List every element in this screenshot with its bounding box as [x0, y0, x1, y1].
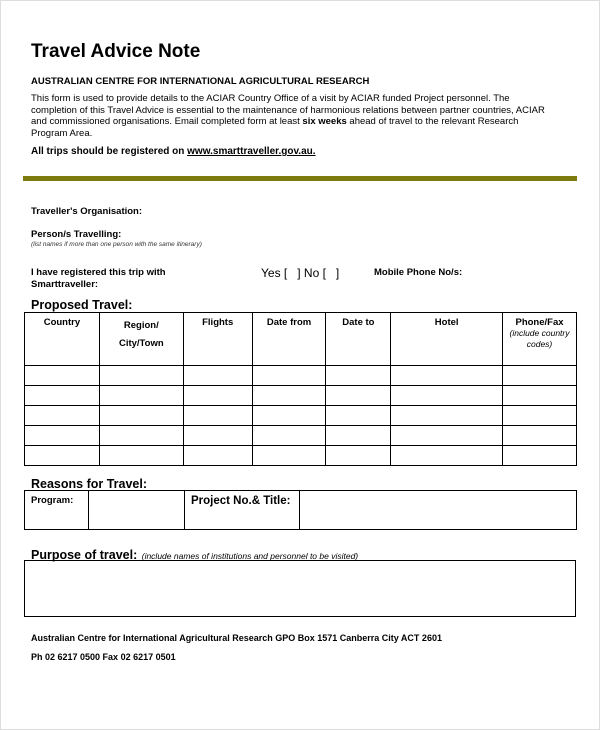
mobile-label: Mobile Phone No/s:	[374, 267, 463, 278]
table-row	[25, 386, 577, 406]
cell[interactable]	[326, 406, 391, 426]
col-country: Country	[25, 313, 100, 366]
divider	[23, 176, 577, 181]
yes-no-checkbox[interactable]: Yes [ ] No [ ]	[261, 266, 340, 280]
cell[interactable]	[503, 406, 577, 426]
cell[interactable]	[25, 386, 100, 406]
cell[interactable]	[326, 366, 391, 386]
registered-label: I have registered this trip with Smarttraveller:	[31, 267, 166, 290]
persons-note: (list names if more than one person with the same itinerary)	[31, 241, 202, 248]
cell[interactable]	[252, 446, 326, 466]
col-region: Region/ City/Town	[99, 313, 183, 366]
cell[interactable]	[99, 366, 183, 386]
organisation-label: Traveller's Organisation:	[31, 206, 143, 217]
register-note	[31, 146, 316, 157]
proposed-travel-table	[24, 312, 577, 466]
reasons-heading: Reasons for Travel:	[31, 477, 148, 491]
register-text: All trips should be registered on	[31, 146, 188, 157]
table-row	[25, 366, 577, 386]
intro-part2: ahead of travel to the relevant Research Program Area.	[31, 116, 519, 139]
cell[interactable]	[252, 366, 326, 386]
cell[interactable]	[25, 406, 100, 426]
cell[interactable]	[183, 446, 252, 466]
cell[interactable]	[391, 406, 503, 426]
col-flights: Flights	[183, 313, 252, 366]
footer-address: Australian Centre for International Agricultural Research GPO Box 1571 Canberra City ACT 2601	[31, 633, 442, 643]
cell[interactable]	[391, 366, 503, 386]
cell[interactable]	[252, 386, 326, 406]
cell[interactable]	[183, 426, 252, 446]
smarttraveller-link[interactable]: www.smarttraveller.gov.au.	[187, 146, 316, 157]
cell[interactable]	[99, 386, 183, 406]
cell[interactable]	[326, 446, 391, 466]
cell[interactable]	[183, 406, 252, 426]
cell[interactable]	[391, 446, 503, 466]
cell[interactable]	[25, 366, 100, 386]
cell[interactable]	[183, 386, 252, 406]
table-row	[25, 406, 577, 426]
intro-text	[31, 93, 551, 139]
cell[interactable]	[326, 426, 391, 446]
cell[interactable]	[503, 386, 577, 406]
cell[interactable]	[99, 426, 183, 446]
cell[interactable]	[99, 406, 183, 426]
col-date-to: Date to	[326, 313, 391, 366]
col-date-from: Date from	[252, 313, 326, 366]
cell[interactable]	[391, 426, 503, 446]
table-row	[25, 426, 577, 446]
organisation-heading: AUSTRALIAN CENTRE FOR INTERNATIONAL AGRICULTURAL RESEARCH	[31, 76, 370, 87]
purpose-field[interactable]	[24, 560, 576, 617]
col-phone-fax	[503, 313, 577, 366]
persons-label: Person/s Travelling:	[31, 229, 122, 240]
reasons-table	[24, 490, 577, 530]
phone-fax-label: Phone/Fax	[515, 317, 564, 328]
cell[interactable]	[503, 446, 577, 466]
proposed-heading: Proposed Travel:	[31, 298, 133, 312]
col-hotel: Hotel	[391, 313, 503, 366]
program-field[interactable]	[89, 491, 185, 530]
purpose-note: (include names of institutions and personnel to be visited)	[141, 551, 359, 561]
cell[interactable]	[99, 446, 183, 466]
intro-bold: six weeks	[302, 116, 347, 127]
project-field[interactable]	[300, 491, 577, 530]
footer-phone: Ph 02 6217 0500 Fax 02 6217 0501	[31, 652, 176, 662]
cell[interactable]	[252, 406, 326, 426]
project-label: Project No.& Title:	[185, 491, 300, 530]
purpose-heading: Purpose of travel:	[31, 548, 138, 562]
table-row	[25, 446, 577, 466]
cell[interactable]	[326, 386, 391, 406]
cell[interactable]	[25, 426, 100, 446]
cell[interactable]	[183, 366, 252, 386]
phone-fax-note: (include country codes)	[509, 328, 570, 349]
cell[interactable]	[252, 426, 326, 446]
page-title: Travel Advice Note	[31, 41, 201, 62]
cell[interactable]	[503, 426, 577, 446]
program-label: Program:	[25, 491, 89, 530]
cell[interactable]	[391, 386, 503, 406]
cell[interactable]	[503, 366, 577, 386]
intro-part1: This form is used to provide details to the ACIAR Country Office of a visit by ACIAR funded Project personnel. The completion of this Travel Advice is essential to the maintenance of harmonious relations between partner countries, ACIAR and commissioned organisations. Email completed form at least	[31, 93, 545, 127]
cell[interactable]	[25, 446, 100, 466]
